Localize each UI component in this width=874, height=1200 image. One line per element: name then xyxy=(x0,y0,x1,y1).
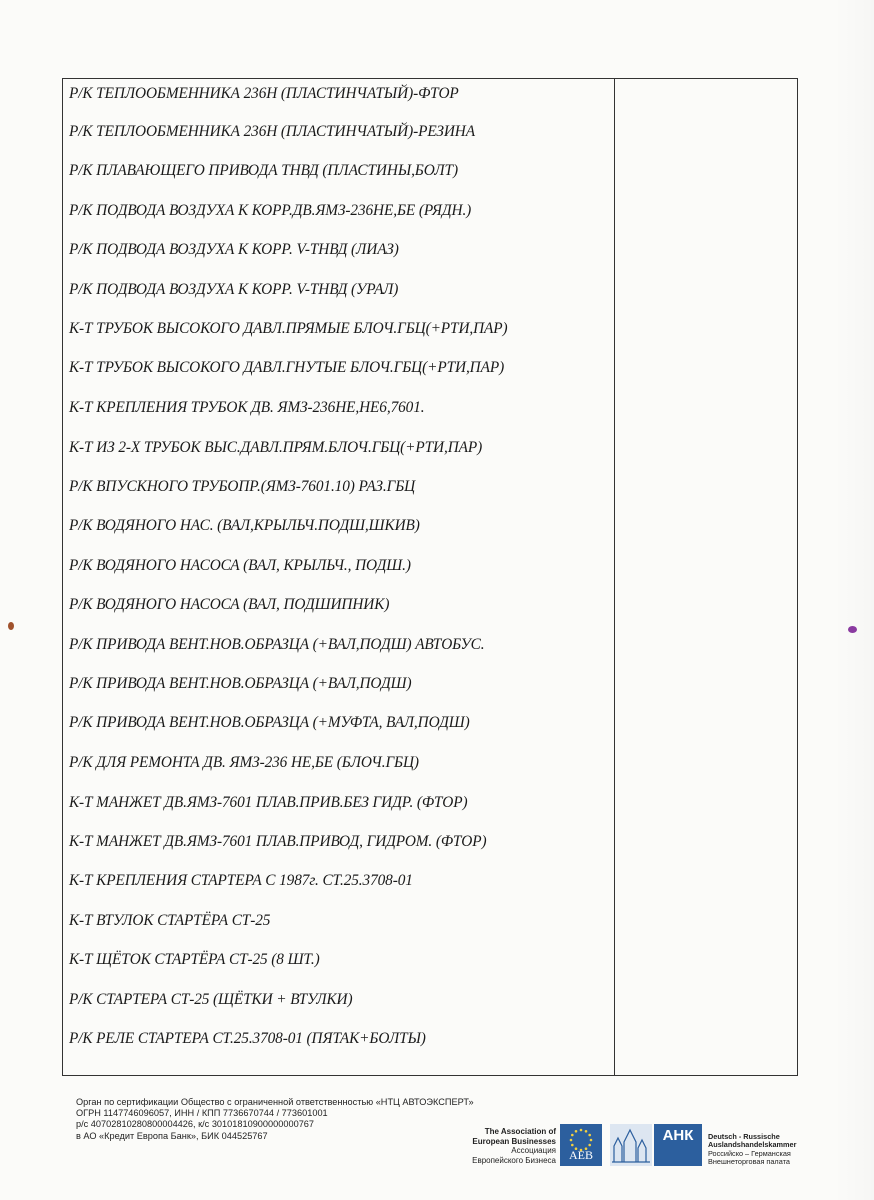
kremlin-icon xyxy=(610,1124,652,1166)
list-item: Р/К РЕЛЕ СТАРТЕРА СТ.25.3708-01 (ПЯТАК+БОЛТЫ) xyxy=(69,1030,426,1047)
list-item: Р/К СТАРТЕРА СТ-25 (ЩЁТКИ + ВТУЛКИ) xyxy=(69,991,353,1008)
list-item: Р/К ПРИВОДА ВЕНТ.НОВ.ОБРАЗЦА (+ВАЛ,ПОДШ) xyxy=(69,675,412,692)
list-item: Р/К ТЕПЛООБМЕННИКА 236Н (ПЛАСТИНЧАТЫЙ)-РЕЗИНА xyxy=(69,123,475,140)
list-item: К-Т ИЗ 2-Х ТРУБОК ВЫС.ДАВЛ.ПРЯМ.БЛОЧ.ГБЦ(+РТИ,ПАР) xyxy=(69,439,483,456)
ahk-caption xyxy=(708,1133,796,1166)
list-item: К-Т КРЕПЛЕНИЯ СТАРТЕРА С 1987г. СТ.25.3708-01 xyxy=(69,872,413,889)
ahk-name-ru-2: Внешнеторговая палата xyxy=(708,1156,790,1166)
list-item: К-Т ЩЁТОК СТАРТЁРА СТ-25 (8 ШТ.) xyxy=(69,951,320,968)
ahk-logo xyxy=(654,1124,702,1166)
list-item: Р/К ТЕПЛООБМЕННИКА 236Н (ПЛАСТИНЧАТЫЙ)-ФТОР xyxy=(69,85,459,102)
footer-line: ОГРН 1147746096057, ИНН / КПП 7736670744 / 773601001 xyxy=(76,1108,328,1119)
page-edge-shadow xyxy=(834,0,874,1200)
scan-speck xyxy=(8,622,14,630)
list-item: Р/К ВОДЯНОГО НАСОСА (ВАЛ, КРЫЛЬЧ., ПОДШ.) xyxy=(69,557,411,574)
footer-line: р/с 40702810280800004426, к/с 30101810900000000767 xyxy=(76,1119,315,1130)
certification-body-info xyxy=(76,1097,474,1142)
list-item: Р/К ПЛАВАЮЩЕГО ПРИВОДА ТНВД (ПЛАСТИНЫ,БОЛТ) xyxy=(69,162,458,179)
aeb-name-en-2: European Businesses xyxy=(472,1136,556,1146)
list-item: К-Т МАНЖЕТ ДВ.ЯМЗ-7601 ПЛАВ.ПРИВОД, ГИДРОМ. (ФТОР) xyxy=(69,833,487,850)
list-item: Р/К ДЛЯ РЕМОНТА ДВ. ЯМЗ-236 НЕ,БЕ (БЛОЧ.ГБЦ) xyxy=(69,754,419,771)
list-item: Р/К ВПУСКНОГО ТРУБОПР.(ЯМЗ-7601.10) РАЗ.ГБЦ xyxy=(69,478,416,495)
aeb-name-ru-1: Ассоциация xyxy=(511,1146,556,1155)
footer-line: в АО «Кредит Европа Банк», БИК 044525767 xyxy=(76,1130,268,1141)
list-item: Р/К ВОДЯНОГО НАСОСА (ВАЛ, ПОДШИПНИК) xyxy=(69,596,390,613)
aeb-logo xyxy=(560,1124,602,1166)
aeb-name-en-1: The Association of xyxy=(484,1127,556,1136)
list-item: К-Т ТРУБОК ВЫСОКОГО ДАВЛ.ГНУТЫЕ БЛОЧ.ГБЦ(+РТИ,ПАР) xyxy=(69,359,505,376)
aeb-name-ru-2: Европейского Бизнеса xyxy=(472,1155,556,1165)
list-item: К-Т ВТУЛОК СТАРТЁРА СТ-25 xyxy=(69,912,271,929)
ahk-logo-label: АНК xyxy=(662,1127,694,1144)
ahk-name-de-1: Deutsch - Russische xyxy=(708,1132,780,1141)
list-item: Р/К ПРИВОДА ВЕНТ.НОВ.ОБРАЗЦА (+МУФТА, ВАЛ,ПОДШ) xyxy=(69,714,470,731)
scan-speck xyxy=(848,626,857,633)
list-item: К-Т ТРУБОК ВЫСОКОГО ДАВЛ.ПРЯМЫЕ БЛОЧ.ГБЦ(+РТИ,ПАР) xyxy=(69,320,508,337)
ahk-name-ru-1: Российско – Германская xyxy=(708,1148,791,1158)
list-item: Р/К ПОДВОДА ВОЗДУХА К КОРР. V-ТНВД (УРАЛ) xyxy=(69,281,399,298)
list-item: Р/К ПОДВОДА ВОЗДУХА К КОРР. V-ТНВД (ЛИАЗ) xyxy=(69,241,399,258)
list-item: Р/К ПРИВОДА ВЕНТ.НОВ.ОБРАЗЦА (+ВАЛ,ПОДШ) АВТОБУС. xyxy=(69,636,485,653)
list-item: Р/К ПОДВОДА ВОЗДУХА К КОРР.ДВ.ЯМЗ-236НЕ,БЕ (РЯДН.) xyxy=(69,202,472,219)
footer-line: Орган по сертификации Общество с ограниченной ответственностью «НТЦ АВТОЭКСПЕРТ» xyxy=(76,1097,474,1107)
list-item: К-Т КРЕПЛЕНИЯ ТРУБОК ДВ. ЯМЗ-236НЕ,НЕ6,7601. xyxy=(69,399,425,416)
ahk-name-de-2: Auslandshandelskammer xyxy=(708,1140,797,1150)
aeb-logo-label: AEB xyxy=(569,1148,593,1162)
aeb-caption xyxy=(440,1127,556,1165)
list-item: К-Т МАНЖЕТ ДВ.ЯМЗ-7601 ПЛАВ.ПРИВ.БЕЗ ГИДР. (ФТОР) xyxy=(69,794,468,811)
list-item: Р/К ВОДЯНОГО НАС. (ВАЛ,КРЫЛЬЧ.ПОДШ,ШКИВ) xyxy=(69,517,420,534)
parts-table xyxy=(62,78,798,1076)
column-divider xyxy=(614,79,615,1075)
